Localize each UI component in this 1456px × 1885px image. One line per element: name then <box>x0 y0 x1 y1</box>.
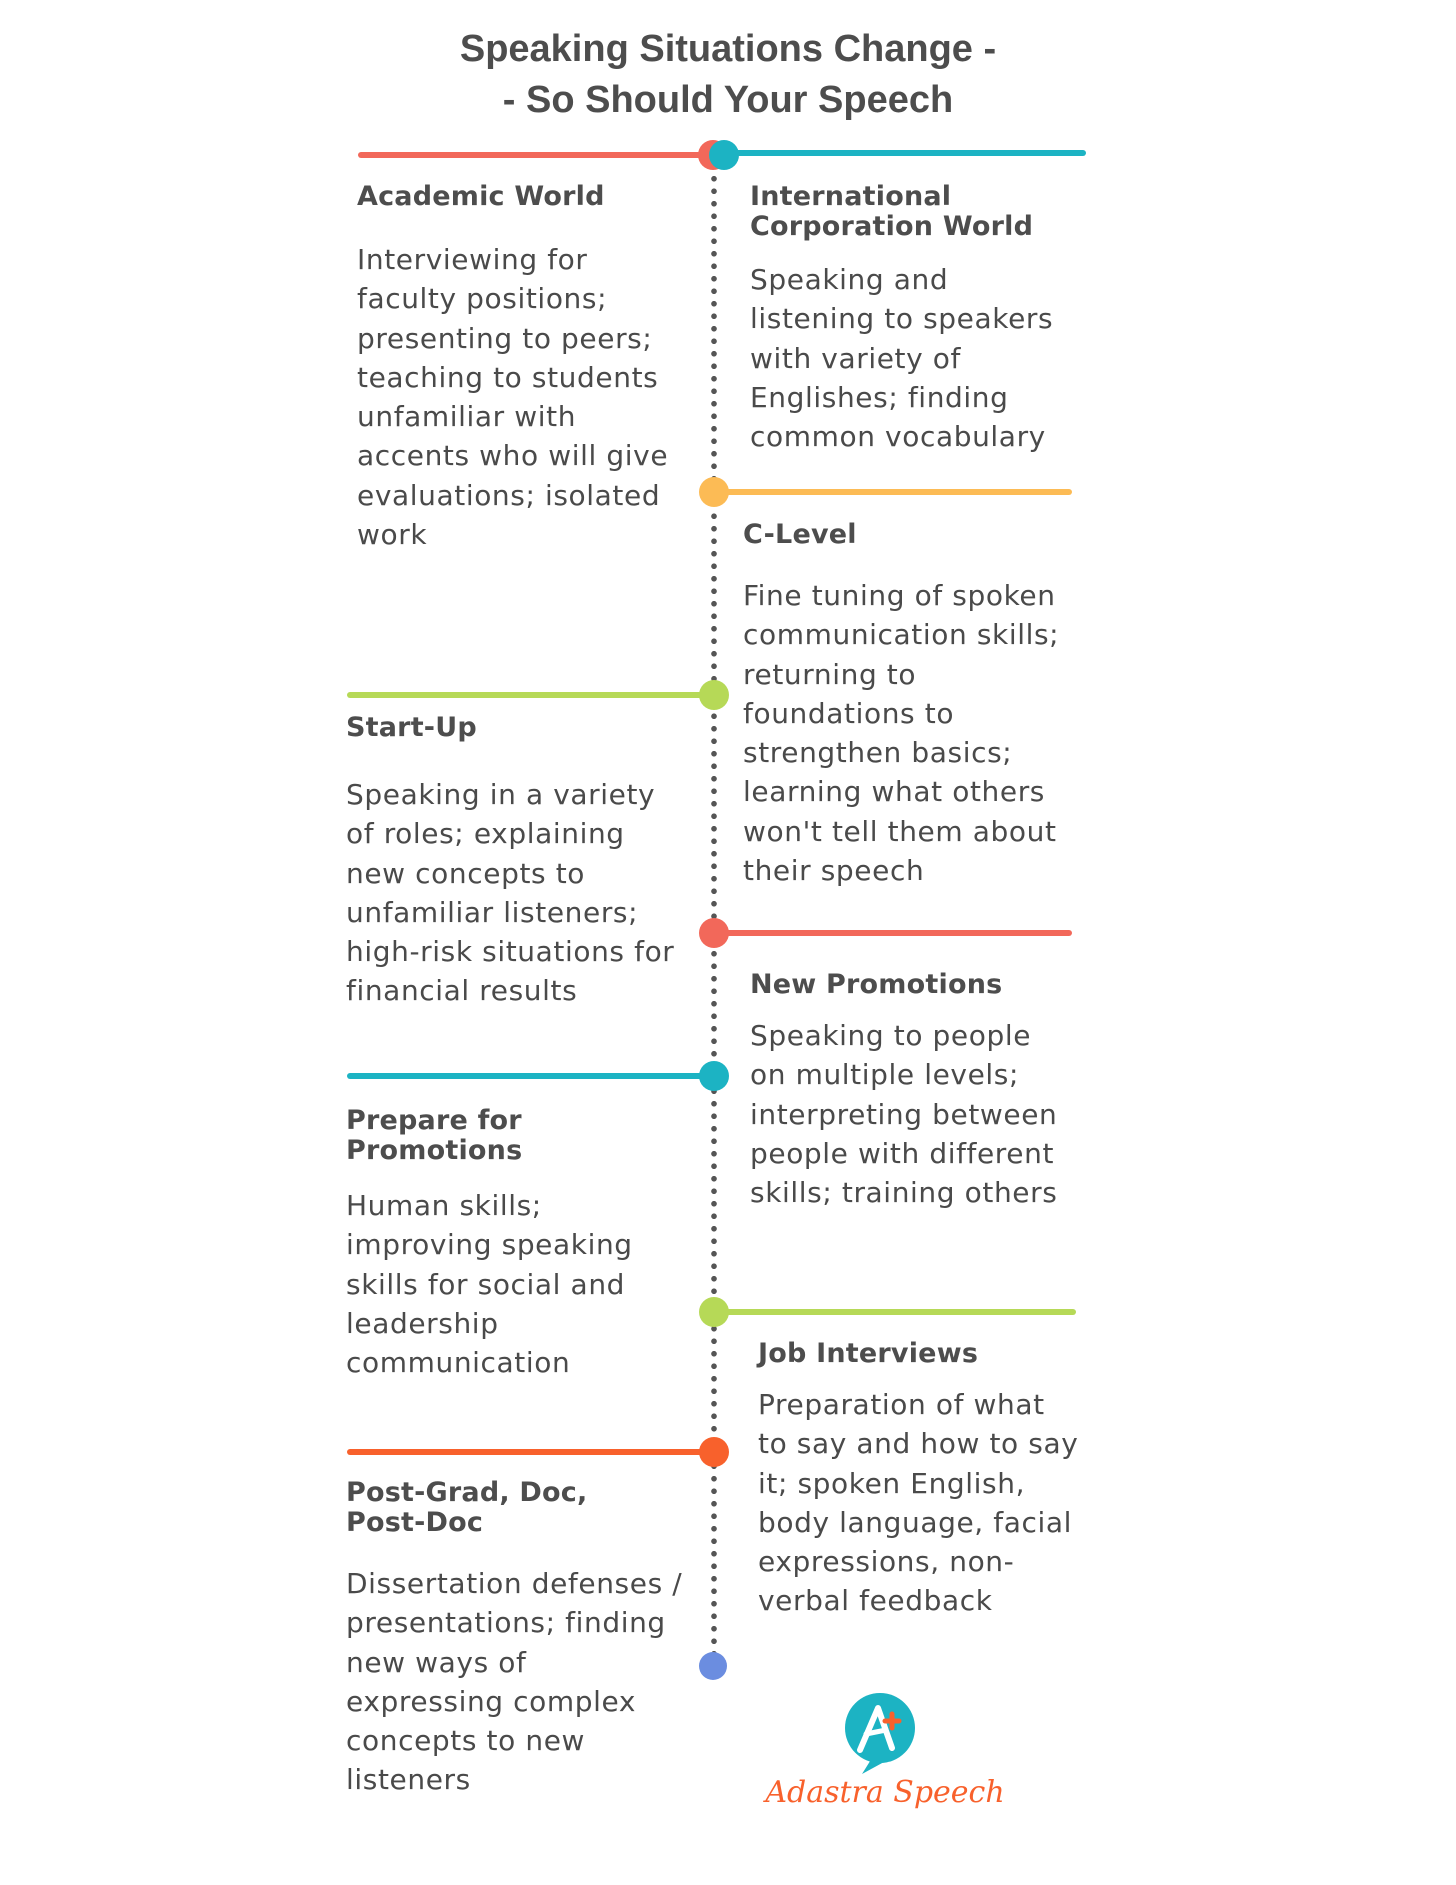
timeline-dot-new-promotions <box>699 918 729 948</box>
title-line-1: Speaking Situations Change - <box>459 28 997 70</box>
card-title: Academic World <box>357 181 605 212</box>
timeline-dot-prepare-promotions <box>699 1061 729 1091</box>
card-description: Interviewing for faculty positions; presenting to peers; teaching to students unfamiliar with accents who will give evaluations; isolated work <box>357 243 669 552</box>
card-description: Fine tuning of spoken communication skills; returning to foundations to strengthen basics; learning what others won't tell them about their speech <box>743 579 1060 888</box>
card-title: C-Level <box>743 519 857 550</box>
timeline-dot-job-interviews <box>699 1297 729 1327</box>
card-title: New Promotions <box>750 969 1003 1000</box>
card-prepare-for-promotions <box>346 1106 686 1382</box>
timeline-axis <box>710 160 718 1660</box>
timeline-dot-startup <box>699 680 729 710</box>
card-new-promotions <box>750 970 1095 1212</box>
branch-line-prepare-promotions <box>347 1073 710 1079</box>
branch-line-international <box>718 150 1086 156</box>
card-title: Prepare for Promotions <box>346 1105 523 1166</box>
timeline-dot-international <box>709 140 739 170</box>
branch-line-clevel <box>718 489 1072 495</box>
page-title <box>0 24 1456 126</box>
card-international-corporation <box>750 182 1090 456</box>
card-description: Speaking and listening to speakers with variety of Englishes; finding common vocabulary <box>750 263 1054 454</box>
card-title: Start-Up <box>346 712 477 743</box>
timeline-dot-end <box>699 1652 727 1680</box>
card-description: Speaking in a variety of roles; explaining new concepts to unfamiliar listeners; high-risk situations for financial results <box>346 778 675 1008</box>
timeline-dot-postgrad <box>699 1437 729 1467</box>
card-post-grad <box>346 1478 696 1800</box>
card-c-level <box>743 520 1088 890</box>
card-title: Job Interviews <box>758 1338 979 1369</box>
card-description: Speaking to people on multiple levels; interpreting between people with different skills; training others <box>750 1019 1058 1210</box>
card-academic-world <box>357 182 687 554</box>
card-start-up <box>346 713 686 1011</box>
adastra-speech-logo <box>765 1690 1005 1810</box>
branch-line-postgrad <box>347 1449 710 1455</box>
branch-line-new-promotions <box>718 930 1072 936</box>
logo-text: Adastra Speech <box>765 1775 1005 1810</box>
card-description: Preparation of what to say and how to say it; spoken English, body language, facial expressions, non- verbal feedback <box>758 1388 1079 1618</box>
timeline-dot-clevel <box>699 477 729 507</box>
branch-line-job-interviews <box>718 1309 1076 1315</box>
card-description: Dissertation defenses / presentations; finding new ways of expressing complex concepts to new listeners <box>346 1567 683 1797</box>
branch-line-startup <box>347 692 710 698</box>
title-line-2: - So Should Your Speech <box>502 79 954 121</box>
card-description: Human skills; improving speaking skills for social and leadership communication <box>346 1189 633 1380</box>
logo-mark-icon <box>765 1690 1005 1810</box>
card-job-interviews <box>758 1339 1103 1621</box>
card-title: International Corporation World <box>750 181 1034 242</box>
card-title: Post-Grad, Doc, Post-Doc <box>346 1477 588 1538</box>
branch-line-academic <box>358 152 710 158</box>
